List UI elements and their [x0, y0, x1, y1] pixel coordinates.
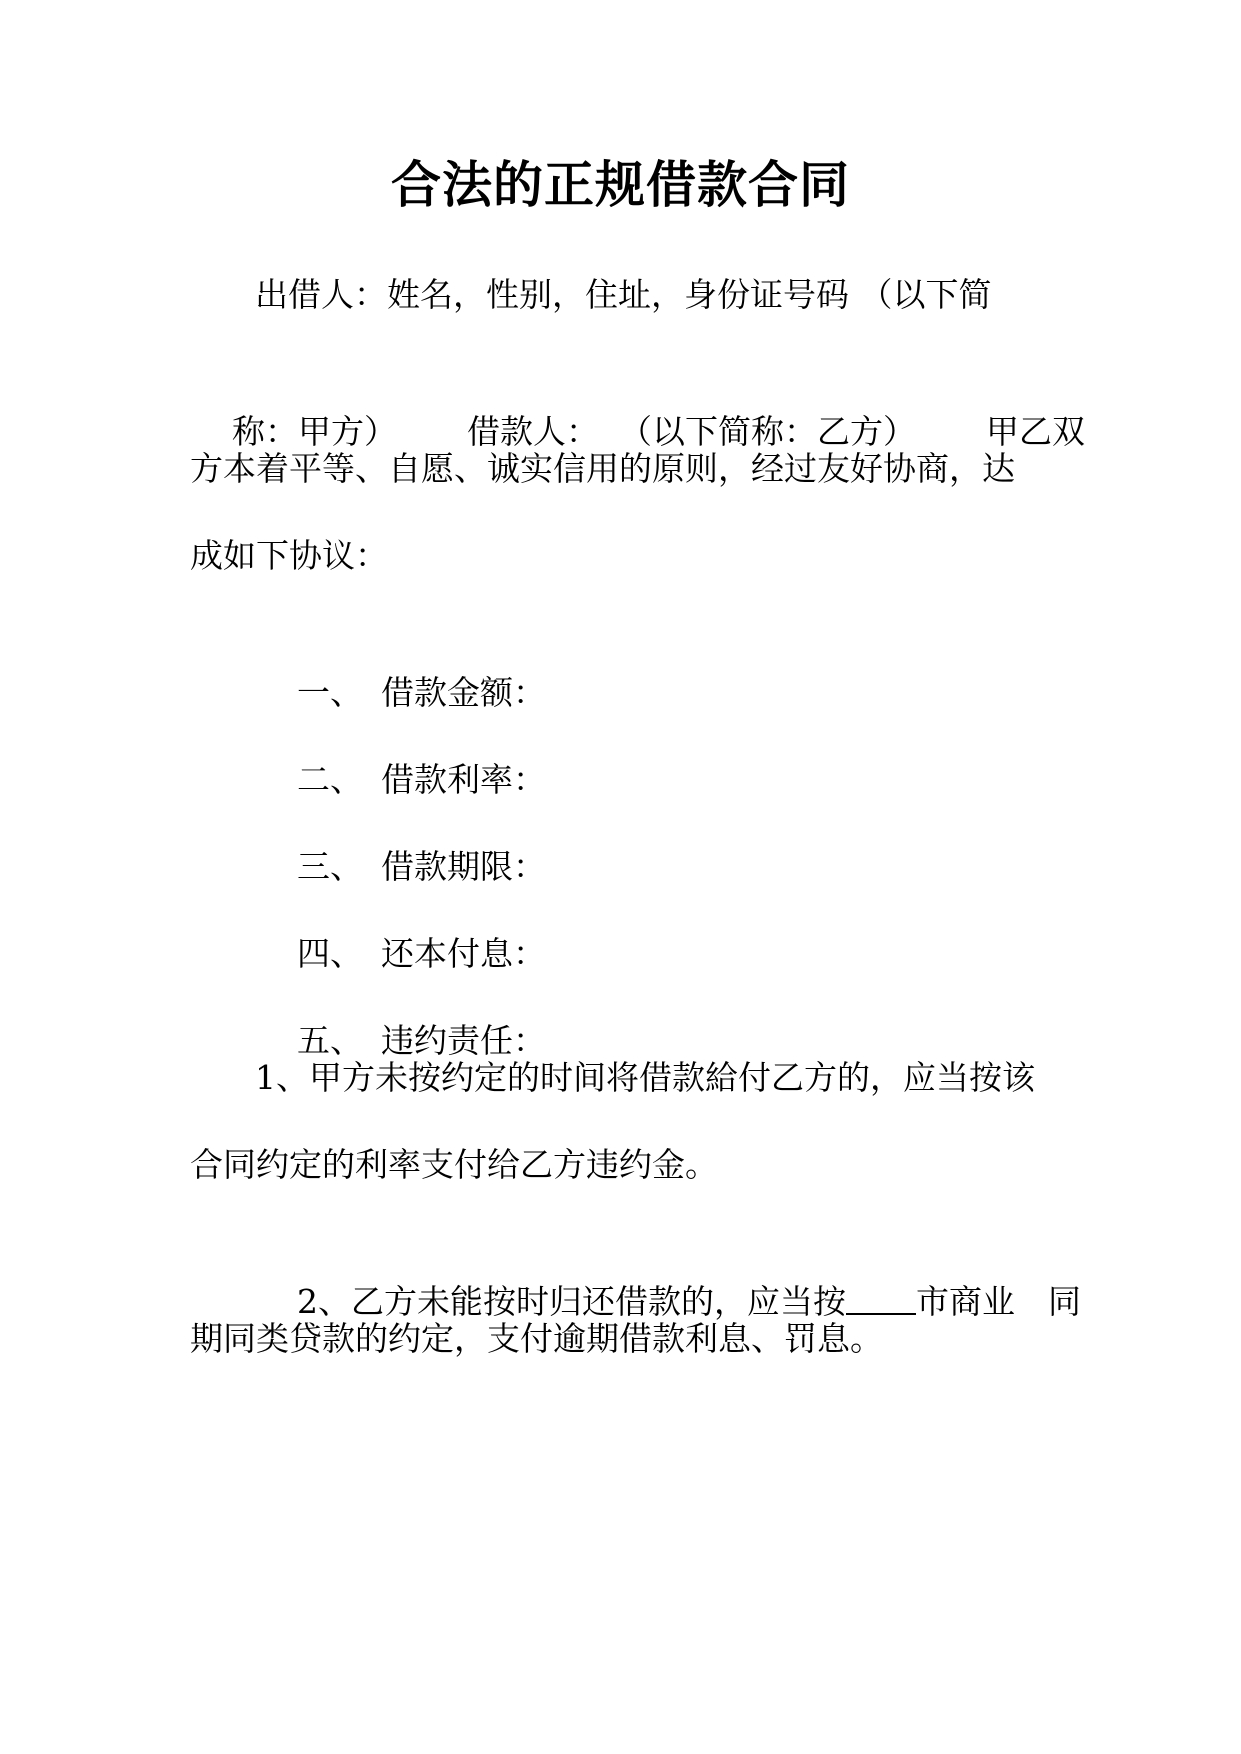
item-label: 还本付息：	[380, 934, 546, 973]
clause-2-text-cont: 市商业 同	[915, 1282, 1081, 1321]
item-number: 四、	[296, 934, 363, 973]
clause-1-line-2: 合同约定的利率支付给乙方违约金。	[190, 1145, 718, 1184]
item-label: 借款金额：	[380, 673, 546, 712]
clause-2-line-2: 期同类贷款的约定，支付逾期借款利息、罚息。	[190, 1319, 883, 1358]
item-number: 二、	[296, 760, 363, 799]
clause-2-text: 2、乙方未能按时归还借款的，应当按	[296, 1282, 846, 1321]
item-number: 一、	[296, 673, 363, 712]
clause-1-line-1: 1、甲方未按约定的时间将借款給付乙方的，应当按该	[255, 1058, 1035, 1097]
intro-line-2-parties: 甲乙双	[985, 412, 1085, 451]
intro-line-2-borrower-term: （以下简称：乙方）	[618, 412, 916, 451]
item-label: 借款期限：	[380, 847, 546, 886]
item-label: 借款利率：	[380, 760, 546, 799]
intro-line-2-lender-term: 称：甲方）	[231, 412, 397, 451]
item-number: 三、	[296, 847, 363, 886]
item-number: 五、	[296, 1021, 363, 1060]
fill-in-blank	[846, 1283, 916, 1315]
item-label: 违约责任：	[380, 1021, 546, 1060]
document-title: 合法的正规借款合同	[391, 156, 850, 214]
intro-line-3: 方本着平等、自愿、诚实信用的原则，经过友好协商，达	[190, 449, 1015, 488]
intro-line-4: 成如下协议：	[190, 536, 388, 575]
intro-line-2-borrower-label: 借款人：	[466, 412, 599, 451]
intro-line-1: 出借人：姓名，性别，住址，身份证号码 （以下简	[255, 275, 992, 314]
